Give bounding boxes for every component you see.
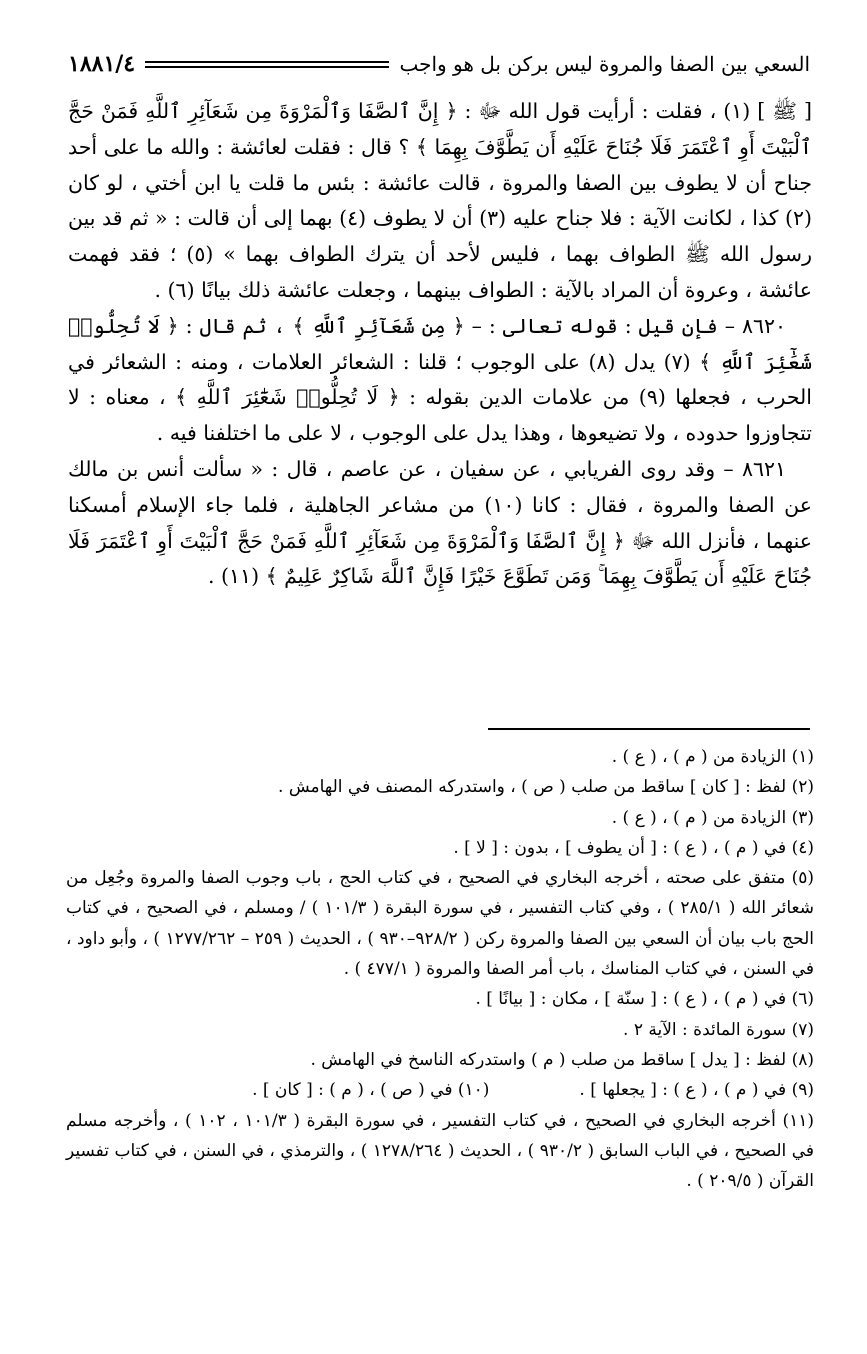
footnote-2: (٢) لفظ : [ كان ] ساقط من صلب ( ص ) ، واستدركه المصنف في الهامش .	[278, 777, 814, 798]
footnote-11: (١١) أخرجه البخاري في الصحيح ، في كتاب التفسير ، في سورة البقرة ( ١٠١/٣ ، ١٠٢ ) ، وأخرجه مسلم في الصحيح ، في الباب السابق ( ٩٣٠/٢ ) ، الحديث ( ١٢٧٨/٢٦٤ ) ، والترمذي ، في السنن ، في كتاب تفسير القرآن ( ٢٠٩/٥ ) .	[66, 1110, 815, 1192]
footnote-10: (١٠) في ( ص ) ، ( م ) : [ كان ] .	[252, 1080, 490, 1101]
header-rule	[145, 61, 389, 68]
footnotes	[66, 742, 814, 1196]
page-number: ١٨٨١/٤	[68, 51, 136, 77]
footnote-3: (٣) الزيادة من ( م ) ، ( ع ) .	[611, 807, 814, 828]
footnote-4: (٤) في ( م ) ، ( ع ) : [ أن يطوف ] ، بدون : [ لا ] .	[453, 837, 814, 858]
footnote-row-9-10	[66, 1075, 814, 1105]
running-header	[68, 44, 810, 84]
paragraph-8621: ٨٦٢١ – وقد روى الفريابي ، عن سفيان ، عن عاصم ، قال : « سألت أنس بن مالك عن الصفا والمروة ، فقال : كانا (١٠) من مشاعر الجاهلية ، فلما جاء الإسلام أمسكنا عنهما ، فأنزل الله ﷻ ﴿ إِنَّ ٱلصَّفَا وَٱلْمَرْوَةَ مِن شَعَآئِرِ ٱللَّهِ فَمَنْ حَجَّ ٱلْبَيْتَ أَوِ ٱعْتَمَرَ فَلَا جُنَاحَ عَلَيْهِ أَن يَطَّوَّفَ بِهِمَا ۚ وَمَن تَطَوَّعَ خَيْرًا فَإِنَّ ٱللَّهَ شَاكِرٌ عَلِيمٌ ﴾ (١١) .	[68, 456, 812, 589]
footnote-9: (٩) في ( م ) ، ( ع ) : [ يجعلها ] .	[579, 1080, 814, 1101]
footnote-8: (٨) لفظ : [ يدل ] ساقط من صلب ( م ) واستدركه الناسخ في الهامش .	[310, 1049, 814, 1070]
footnote-separator	[488, 728, 810, 730]
paragraph: [ ﷺ ] (١) ، فقلت : أرأيت قول الله ﷻ : ﴿ إِنَّ ٱلصَّفَا وَٱلْمَرْوَةَ مِن شَعَآئِرِ ٱللَّهِ فَمَنْ حَجَّ ٱلْبَيْتَ أَوِ ٱعْتَمَرَ فَلَا جُنَاحَ عَلَيْهِ أَن يَطَّوَّفَ بِهِمَا ﴾ ؟ قال : فقلت لعائشة : والله ما على أحد جناح أن لا يطوف بين الصفا والمروة ، قالت عائشة : بئس ما قلت يا ابن أختي ، لو كان (٢) كذا ، لكانت الآية : فلا جناح عليه (٣) أن لا يطوف (٤) بهما إلى أن قالت : « ثم قد بين رسول الله ﷺ الطواف بهما ، فليس لأحد أن يترك الطواف بهما » (٥) ؛ فقد فهمت عائشة ، وعروة أن المراد بالآية : الطواف بينهما ، وجعلت عائشة ذلك بيانًا (٦) .	[68, 99, 812, 302]
main-text	[68, 94, 812, 595]
footnote-1: (١) الزيادة من ( م ) ، ( ع ) .	[611, 747, 814, 767]
footnote-6: (٦) في ( م ) ، ( ع ) : [ سنّة ] ، مكان : [ بيانًا ] .	[475, 989, 814, 1010]
running-title: السعي بين الصفا والمروة ليس بركن بل هو واجب	[399, 52, 810, 76]
footnote-5: (٥) متفق على صحته ، أخرجه البخاري في الصحيح ، في كتاب الحج ، باب وجوب الصفا والمروة وجُعِل من شعائر الله ( ٢٨٥/١ ) ، وفي كتاب التفسير ، في سورة البقرة ( ١٠١/٣ ) / ومسلم ، في الصحيح ، في كتاب الحج باب بيان أن السعي بين الصفا والمروة ركن ( ٩٢٨/٢–٩٣٠ ) ، الحديث ( ٢٥٩ – ١٢٧٧/٢٦٢ ) ، وأبو داود ، في السنن ، في كتاب المناسك ، باب أمر الصفا والمروة ( ٤٧٧/١ ) .	[66, 868, 815, 980]
footnote-7: (٧) سورة المائدة : الآية ٢ .	[623, 1019, 814, 1040]
paragraph-8620: ٨٦٢٠ – فإن قيل : قوله تعالى : – ﴿ مِن شَعَآئِرِ ٱللَّهِ ﴾ ، ثم قال : ﴿ لَا تُحِلُّوا۟ شَعَٰٓئِرَ ٱللَّهِ ﴾ (٧) يدل (٨) على الوجوب ؛ قلنا : الشعائر العلامات ، ومنه : الشعائر في الحرب ، فجعلها (٩) من علامات الدين بقوله : ﴿ لَا تُحِلُّوا۟ شَعَٰٓئِرَ ٱللَّهِ ﴾ ، معناه : لا تتجاوزوا حدوده ، ولا تضيعوها ، وهذا يدل على الوجوب ، لا على ما اختلفنا فيه .	[68, 313, 813, 446]
